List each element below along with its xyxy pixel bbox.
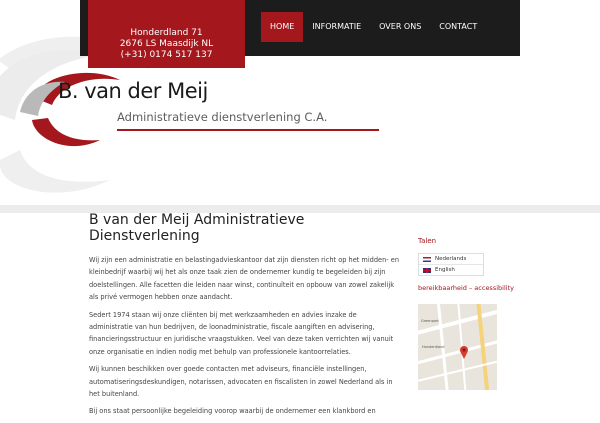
location-map[interactable] [418, 304, 497, 390]
nav-contact[interactable]: CONTACT [439, 22, 478, 31]
history-paragraph: Sedert 1974 staan wij onze cliënten bij met werkzaamheden en advies inzake de administratie van hun bedrijven, de loonadministratie, fiscale aangiften en advisering, financieringsstructuur en juridische vraagstukken. Veel van deze taken verrichten wij vanuit onze organisatie en indien nodig met behulp van professionele kantoorrelaties. [89, 310, 394, 356]
map-label-honderdland: Honderdland [422, 345, 445, 349]
languages-heading: Talen [418, 237, 437, 245]
flag-nl-icon [423, 257, 431, 262]
language-option-en[interactable] [419, 264, 483, 275]
intro-paragraph: Wij zijn een administratie en belastingadvieskantoor dat zijn diensten richt op het midden- en kleinbedrijf waarbij wij het als onze taak zien de ondernemer kundig te begeleiden bij zijn doelstellingen. Alle facetten die leiden naar winst, continuïteit en opbouw van zowel zakelijk als privé vermogen hebben onze aandacht. [89, 256, 400, 302]
support-paragraph: Bij ons staat persoonlijke begeleiding voorop waarbij de ondernemer een klankbord en [89, 407, 376, 416]
map-graphic [418, 304, 497, 390]
accessibility-link[interactable]: bereikbaarheid – accessibility [418, 284, 514, 292]
address-phone: (+31) 0174 517 137 [120, 50, 213, 60]
address-city: 2676 LS Maasdijk NL [119, 39, 214, 49]
header-banner [0, 0, 600, 205]
main-content [89, 212, 402, 423]
nav-informatie[interactable]: INFORMATIE [312, 22, 362, 31]
sidebar [418, 237, 518, 390]
language-option-nl[interactable] [419, 254, 483, 264]
logo-underline [117, 129, 379, 131]
nav-home[interactable]: HOME [261, 12, 303, 42]
address-street: Honderdland 71 [130, 28, 203, 38]
address-box [88, 0, 245, 68]
contacts-paragraph: Wij kunnen beschikken over goede contacten met adviseurs, financiële instellingen, automatiseringsdeskundigen, notarissen, advocaten en fiscalisten in zowel Nederland als in het buitenland. [89, 365, 393, 399]
language-switcher [418, 253, 484, 276]
logo-subtitle: Administratieve dienstverlening C.A. [117, 110, 328, 124]
page-title: B van der Meij Administratieve Dienstverlening [89, 212, 305, 244]
main-nav [261, 12, 486, 42]
flag-uk-icon [423, 268, 431, 273]
logo-name[interactable]: B. van der Meij [58, 79, 208, 103]
map-label-greenport: Greenport [421, 319, 439, 323]
language-label: Nederlands [435, 256, 467, 262]
nav-over-ons[interactable]: OVER ONS [379, 22, 422, 31]
language-label: English [435, 267, 455, 273]
